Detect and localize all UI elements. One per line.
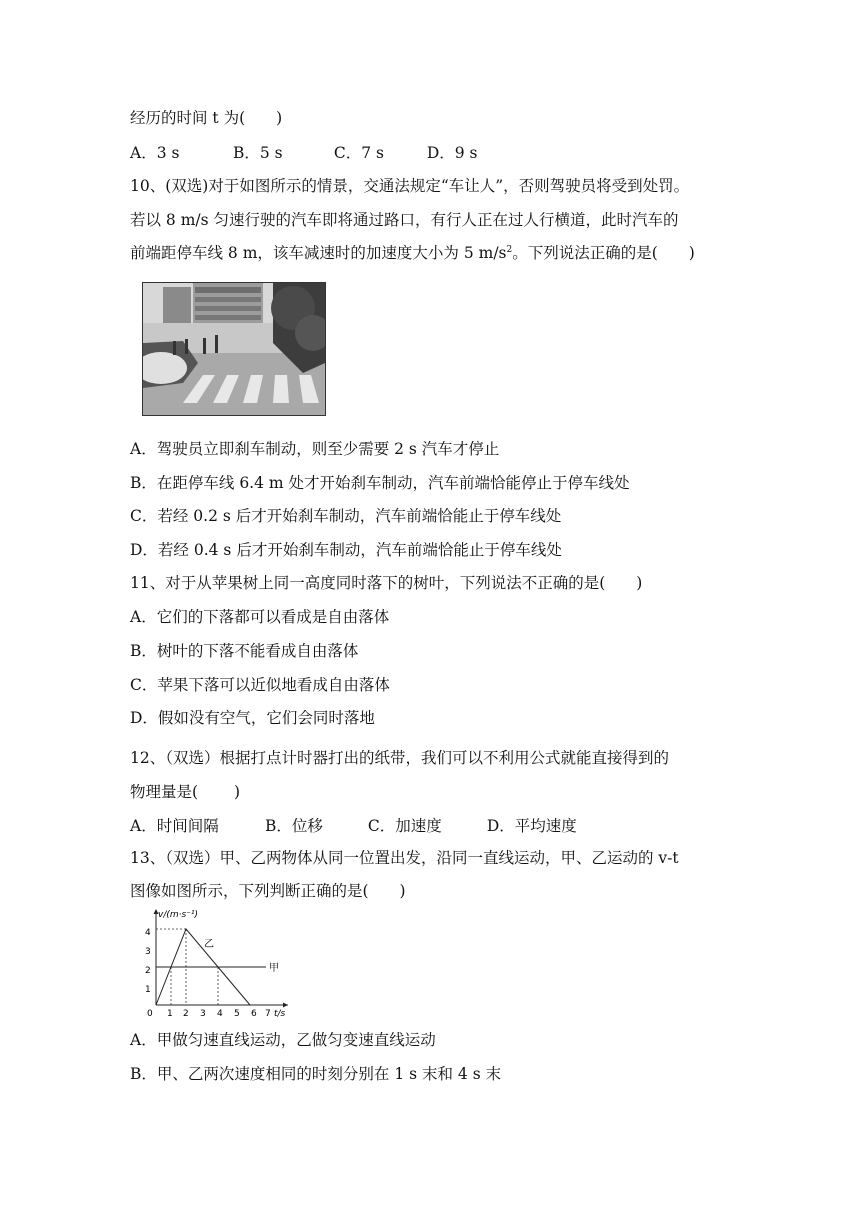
ytick-2: 2 — [145, 966, 151, 976]
q10-option-c: C．若经 0.2 s 后才开始刹车制动，汽车前端恰能止于停车线处 — [130, 507, 562, 525]
q9-option-b: B．5 s — [232, 144, 283, 162]
q13-stem-line2: 图像如图所示，下列判断正确的是( ) — [130, 882, 406, 900]
xtick-4: 4 — [217, 1009, 223, 1017]
q12-option-c: C．加速度 — [367, 817, 442, 835]
graph-xlabel: t/s — [274, 1009, 286, 1017]
q9-stem-tail: 经历的时间 t 为( ) — [130, 109, 283, 127]
vt-graph — [142, 905, 292, 1017]
graph-ylabel: v/(m·s⁻¹) — [158, 910, 199, 920]
q9-option-c: C．7 s — [333, 144, 384, 162]
xtick-1: 1 — [167, 1009, 173, 1017]
q10-stem-line1: 10、(双选)对于如图所示的情景，交通法规定“车让人”，否则驾驶员将受到处罚。 — [130, 177, 690, 195]
xtick-6: 6 — [251, 1009, 257, 1017]
xtick-0: 0 — [147, 1009, 153, 1017]
q9-option-d: D．9 s — [426, 144, 478, 162]
q11-option-b: B．树叶的下落不能看成自由落体 — [130, 642, 359, 660]
q11-stem: 11、对于从苹果树上同一高度同时落下的树叶，下列说法不正确的是( ) — [130, 574, 643, 592]
q12-options — [130, 814, 577, 836]
q11-option-c: C．苹果下落可以近似地看成自由落体 — [130, 676, 390, 694]
q10-stem-line2: 若以 8 m/s 匀速行驶的汽车即将通过路口，有行人正在过人行横道，此时汽车的 — [130, 211, 679, 229]
q13-option-b: B．甲、乙两次速度相同的时刻分别在 1 s 末和 4 s 末 — [130, 1065, 502, 1083]
q10-option-a: A．驾驶员立即刹车制动，则至少需要 2 s 汽车才停止 — [130, 440, 500, 458]
q12-stem-line1: 12、（双选）根据打点计时器打出的纸带，我们可以不利用公式就能直接得到的 — [130, 749, 669, 767]
q10-stem-line3: 前端距停车线 8 m，该车减速时的加速度大小为 5 $m/s^2$。下列说法正确的是( ) — [130, 244, 695, 262]
ytick-1: 1 — [145, 985, 151, 995]
series-yi-label: 乙 — [204, 939, 214, 950]
q12-option-b: B．位移 — [264, 817, 323, 835]
q10-option-d: D．若经 0.4 s 后才开始刹车制动，汽车前端恰能止于停车线处 — [130, 541, 562, 559]
q10-option-b: B．在距停车线 6.4 m 处才开始刹车制动，汽车前端恰能停止于停车线处 — [130, 474, 630, 492]
q12-option-d: D．平均速度 — [486, 817, 577, 835]
xtick-2: 2 — [183, 1009, 189, 1017]
q12-stem-line2: 物理量是( ) — [130, 783, 241, 801]
q9-options — [130, 141, 477, 163]
ytick-4: 4 — [145, 928, 151, 938]
xtick-3: 3 — [200, 1009, 206, 1017]
xtick-7: 7 — [265, 1009, 271, 1017]
xtick-5: 5 — [234, 1009, 240, 1017]
q11-option-a: A．它们的下落都可以看成是自由落体 — [130, 608, 390, 626]
q12-option-a: A．时间间隔 — [130, 817, 219, 835]
ytick-3: 3 — [145, 947, 151, 957]
q13-stem-line1: 13、（双选）甲、乙两物体从同一位置出发，沿同一直线运动，甲、乙运动的 v-t — [130, 849, 679, 867]
q9-option-a: A．3 s — [130, 144, 180, 162]
series-jia-label: 甲 — [269, 963, 279, 974]
q11-option-d: D．假如没有空气，它们会同时落地 — [130, 709, 375, 727]
crosswalk-photo — [142, 282, 326, 416]
q13-option-a: A．甲做匀速直线运动，乙做匀变速直线运动 — [130, 1031, 436, 1049]
